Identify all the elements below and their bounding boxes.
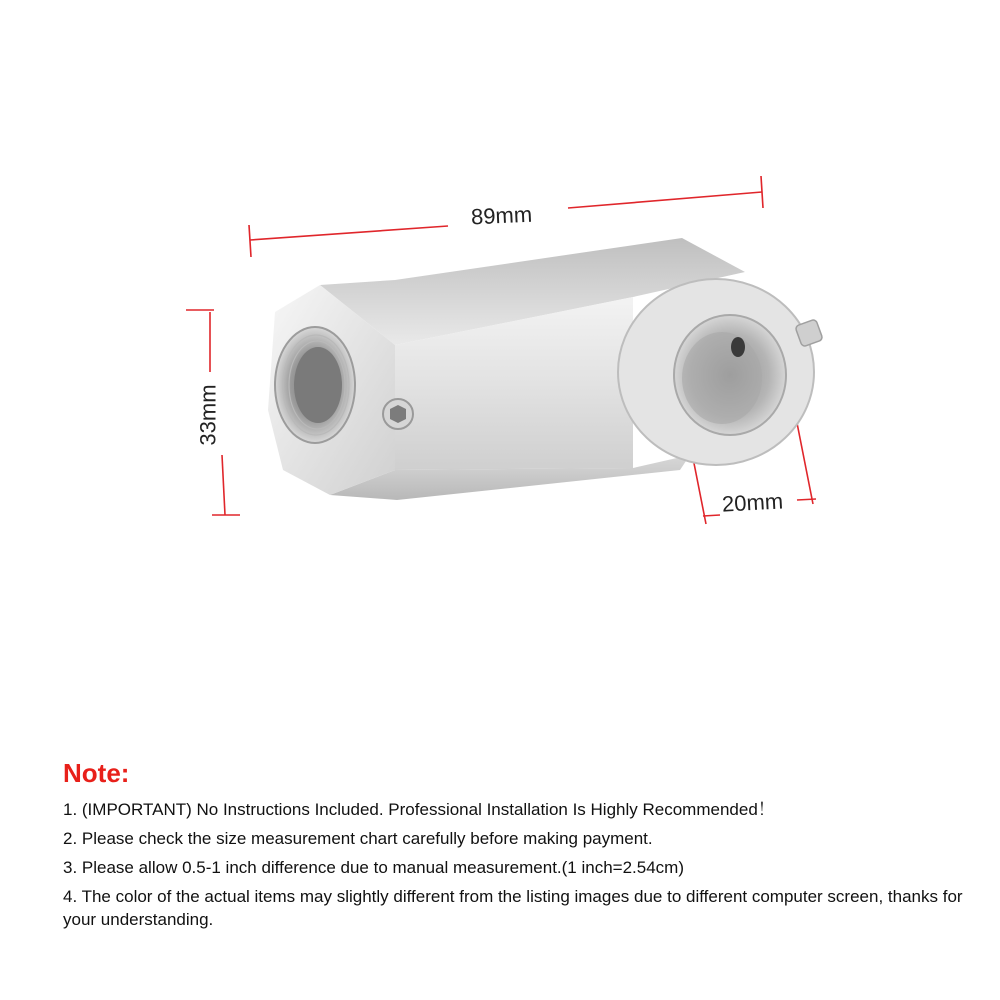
note-item: 4. The color of the actual items may slightly different from the listing images due to different computer screen, thanks for your understanding.	[63, 887, 963, 929]
length-dimension-line-right	[568, 192, 762, 208]
clamp-bore-shadow	[682, 332, 762, 424]
bore-pin-hole	[731, 337, 745, 357]
length-tick-right	[761, 176, 763, 208]
height-dimension-label: 33mm	[195, 384, 221, 446]
note-item: 3. Please allow 0.5-1 inch difference due to manual measurement.(1 inch=2.54cm)	[63, 858, 685, 877]
note-item: 1. (IMPORTANT) No Instructions Included. Professional Installation Is Highly Recommended！	[63, 800, 775, 819]
notes-section	[63, 758, 973, 937]
hole-dimension-line-right	[797, 499, 816, 500]
length-tick-left	[249, 225, 251, 257]
length-dimension-line-left	[250, 226, 448, 240]
adapter-part	[268, 238, 823, 500]
threaded-hole-inner	[294, 347, 342, 423]
hole-diameter-label: 20mm	[721, 488, 784, 517]
hole-dimension-line-left	[703, 515, 720, 516]
note-title: Note:	[63, 758, 130, 788]
height-dimension-line-bottom	[222, 455, 225, 515]
length-dimension-label: 89mm	[470, 201, 533, 230]
note-item: 2. Please check the size measurement chart carefully before making payment.	[63, 829, 653, 848]
